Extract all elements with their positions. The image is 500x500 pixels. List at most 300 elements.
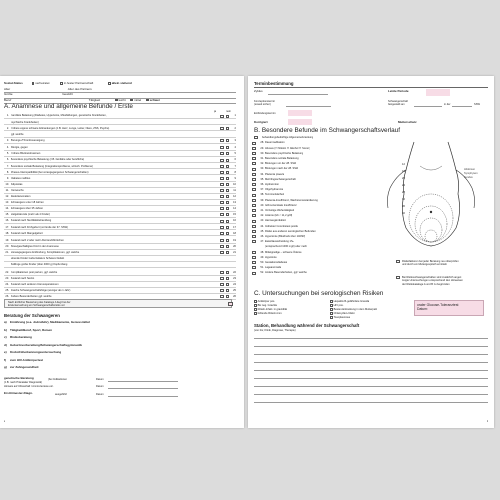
item-checkbox[interactable] (252, 209, 256, 212)
section-b-item (252, 209, 294, 213)
item-number: 4. (6, 146, 9, 150)
item-text: ggf. welche (10, 132, 24, 136)
item-text: Oligohydramnie (265, 188, 284, 192)
item-rule (4, 261, 236, 262)
item-checkbox[interactable] (252, 142, 256, 145)
section-b-item (252, 229, 316, 233)
item-text: Isthmozervikale Insuffizienz (265, 203, 297, 207)
week-label: 36 (402, 205, 405, 208)
item-number: 46. (260, 235, 264, 239)
item-checkbox[interactable] (252, 240, 256, 243)
item-text: Zwillinge große Kinder (über 4000 g) Kopfumfang (10, 263, 68, 267)
beratung-text: Geburtsvorbereitung/Schwangerschaftsgymnastik (10, 343, 83, 347)
item-index: 20 (233, 245, 236, 249)
option-label: leicht (118, 98, 126, 102)
item-checkbox[interactable] (252, 214, 256, 217)
item-rule (4, 124, 236, 125)
item-number: 3. (6, 138, 9, 142)
ja-checkbox[interactable] (220, 183, 224, 186)
item-number: 2. (6, 126, 9, 130)
beratung-item (4, 329, 52, 333)
week-label: 32 (402, 198, 405, 201)
item-number: 15. (5, 213, 9, 217)
item-rule (4, 255, 236, 256)
item-text: psychische Krankheiten) (10, 120, 39, 124)
section-b-item (252, 224, 298, 228)
alter-label: Alter (4, 87, 11, 91)
item-index: 9 (234, 176, 236, 180)
ja-checkbox[interactable] (220, 289, 224, 292)
item-text: Rasche Schwangerschaftsfolge (weniger als 1 Jahr) (10, 289, 71, 293)
glucose-test-box[interactable] (414, 300, 484, 316)
section-b-item (252, 193, 284, 197)
konzeption-note: (soweit sicher) (254, 103, 271, 107)
section-b-item (252, 261, 287, 265)
social-status-label: Sozial-Status (4, 82, 23, 86)
ja-checkbox[interactable] (220, 159, 224, 162)
station-line (254, 402, 488, 403)
item-text: Hydramnion (265, 183, 279, 187)
entbindung-label: Entbindungstermin (254, 112, 276, 115)
taetigkeit-label: Tätigkeit (88, 98, 101, 102)
item-text: Kleinwuchs (10, 188, 24, 192)
datum-line (108, 381, 178, 382)
woche-label: in der (444, 103, 451, 107)
serology-item (330, 316, 350, 319)
serology-item (330, 312, 355, 315)
erst-note: ausgeführt (55, 392, 68, 396)
item-checkbox[interactable] (252, 183, 256, 186)
item-text: Komplikationen post partum, ggf. welche (10, 270, 58, 274)
option-label: allein stehend (111, 82, 132, 86)
konzeption-line (286, 106, 331, 107)
item-number: 37. (260, 188, 264, 192)
fundus-height-diagram (376, 136, 486, 254)
page-number: 2 (4, 420, 6, 423)
item-text: Harnwegsinfektion (265, 219, 287, 223)
item-text: Besondere soziale Belastung (Integrationsprobleme, wirtsch. Probleme) (10, 164, 93, 168)
beratung-item (4, 344, 82, 348)
option-checkbox[interactable] (146, 99, 149, 102)
beratung-letter: c) (4, 336, 7, 339)
side-note-checkbox[interactable] (396, 260, 400, 263)
section-b-item (252, 240, 294, 244)
beruf-label: Beruf (4, 98, 12, 102)
ja-checkbox[interactable] (220, 226, 224, 229)
ja-checkbox[interactable] (220, 177, 224, 180)
section-b-item (252, 203, 297, 207)
item-index: 2 (234, 126, 236, 130)
item-number: 44. (260, 224, 264, 228)
konzeption-label: Konzeptionstermin (254, 100, 276, 103)
item-index: 6 (234, 158, 236, 162)
item-text: Zustand nach Sectio (10, 276, 35, 280)
item-index: 17 (233, 225, 236, 229)
section-b-item (252, 245, 307, 249)
item-text: Schwangere über 35 Jahren (10, 207, 44, 211)
serology-checkbox[interactable] (254, 300, 257, 303)
station-line (254, 370, 488, 371)
option-checkbox[interactable] (32, 82, 35, 85)
beratung-letter: g) (4, 366, 7, 369)
side-note1a: Risikofaktoren bei jeder Beratung neu überprüfen (402, 259, 459, 263)
item-checkbox[interactable] (252, 147, 256, 150)
item-number: 1. (6, 114, 9, 118)
beratung-item (4, 321, 90, 325)
serology-item (330, 304, 344, 307)
option-checkbox[interactable] (60, 82, 63, 85)
week-label: 16 (402, 170, 405, 173)
side-note2b: zeigte Untersuchungen entsprechend den Hinweisen (402, 279, 463, 282)
item-index: 5 (234, 152, 236, 156)
section-b-item (252, 172, 284, 176)
section-b-item (252, 198, 318, 202)
item-rule (4, 156, 236, 157)
item-index: 15 (233, 213, 236, 217)
item-checkbox[interactable] (252, 225, 256, 228)
item-text: lebende Kinder Geburtsdatum Schwere Defekt (10, 257, 65, 261)
item-index: 16 (233, 219, 236, 223)
letzte-periode-field[interactable] (426, 89, 450, 96)
item-checkbox[interactable] (252, 204, 256, 207)
item-text: (entsprechend 1000 mg/l) oder mehr (265, 245, 308, 249)
station-line (254, 386, 488, 387)
week-label: 40 (402, 212, 405, 215)
option-checkbox[interactable] (115, 99, 118, 102)
beratung-text: zur Zahngesundheit (10, 366, 39, 369)
beratung-letter: d) (4, 343, 7, 347)
item-27-checkbox[interactable] (254, 136, 258, 139)
item-text: Vorausgegangene Entbindung, Komplikationen, ggf. welche (10, 251, 80, 255)
item-index: 1 (234, 114, 236, 118)
beratung-text: Risikoberatung (10, 336, 32, 339)
serology-checkbox[interactable] (254, 304, 257, 307)
fundus-label: Fundus (464, 176, 473, 179)
item-number: 23. (5, 276, 9, 280)
item-rule (4, 223, 236, 224)
item-index: 21 (233, 251, 236, 255)
item-number: 49. (260, 255, 264, 259)
item-text: Frühere Bluttransfusionen (10, 152, 41, 156)
left-page (0, 76, 244, 428)
item-text: Schwangere unter 18 Jahren (10, 201, 44, 205)
serology-item (254, 304, 277, 307)
side-note2a: Bei Risikoschwangerschaften sind zusätzlich angez. (402, 275, 462, 279)
serology-text: Toxoplasmose (333, 316, 351, 319)
item-rule (4, 181, 236, 182)
risk-note-box (4, 299, 232, 308)
item-number: 26. (5, 295, 9, 299)
rule (4, 92, 236, 93)
item-checkbox[interactable] (252, 162, 256, 165)
entbindung-field[interactable] (288, 110, 312, 116)
option-label: schwer (149, 98, 160, 102)
risk-note-line1: Nach ärztlicher Bewertung des Katalogs A liegt bei der (8, 300, 71, 304)
item-checkbox[interactable] (252, 188, 256, 191)
serology-checkbox[interactable] (330, 308, 333, 311)
week-label: 24 (402, 184, 405, 187)
datum-label: Datum (96, 384, 104, 388)
ja-checkbox[interactable] (220, 295, 224, 298)
side-note-checkbox[interactable] (396, 276, 400, 279)
item-rule (4, 162, 236, 163)
item-index: 12 (233, 195, 236, 199)
item-text: Besondere psychische Belastung (z.B. familiäre oder berufliche) (10, 158, 85, 162)
genetic-label: genetische Beratung (4, 377, 34, 380)
item-text: Dauermedikation (265, 141, 285, 145)
item-number: 33. (260, 167, 264, 171)
ja-checkbox[interactable] (220, 239, 224, 242)
item-index: 19 (233, 239, 236, 243)
beratung-title: Beratung der Schwangeren (4, 313, 60, 318)
ja-checkbox[interactable] (220, 115, 224, 118)
item-number: 48. (260, 250, 264, 254)
section-c-title: C. Untersuchungen bei serologischen Risiken (254, 290, 384, 297)
serology-item (330, 308, 377, 311)
item-text: Allergie, gegen (10, 146, 28, 150)
station-line (254, 362, 488, 363)
size-row (4, 93, 73, 97)
item-text: Rhesus-Inkompatibilität (bei vorangegangenen Schwangerschaften) (10, 170, 89, 174)
col-ja-label: ja (214, 110, 217, 113)
item-rule (4, 287, 236, 288)
serology-checkbox[interactable] (330, 304, 333, 307)
letzte-periode-label: Letzte Periode (388, 90, 409, 93)
item-checkbox[interactable] (252, 168, 256, 171)
item-checkbox[interactable] (252, 251, 256, 254)
item-checkbox[interactable] (252, 220, 256, 223)
item-number: 34. (260, 172, 264, 176)
item-text: Eiweißausscheidung 1‰ (265, 240, 294, 244)
item-index: 10 (233, 182, 236, 186)
schwanger-label: Schwangerschaft (388, 100, 408, 103)
rule (4, 98, 236, 99)
item-text: Vorzeitige Wehentätigkeit (265, 209, 295, 213)
beratung-letter: e) (4, 351, 7, 354)
beruf-row (4, 99, 160, 103)
item-rule (4, 150, 236, 151)
item-number: 16. (5, 219, 9, 223)
serology-text: BH neg. Gravida (257, 304, 277, 307)
item-number: 50. (260, 261, 264, 265)
section-b-item (252, 235, 305, 239)
section-b-item (252, 255, 277, 259)
item-number: 38. (260, 193, 264, 197)
item-index: 26 (233, 295, 236, 299)
beratung-item (4, 359, 43, 363)
item-text: Besondere soziale Belastung (265, 157, 299, 161)
genetic-note2: (z.B. nach Pränataler Diagnostik) (4, 381, 43, 384)
item-rule (4, 118, 236, 119)
item-number: 51. (260, 266, 264, 270)
ja-checkbox[interactable] (220, 207, 224, 210)
option-checkbox[interactable] (130, 99, 133, 102)
item-rule (4, 174, 236, 175)
item-rule (4, 249, 236, 250)
item-rule (4, 235, 236, 236)
item-text: Familiäre Belastung (Diabetes, Hypertonie, Missbildungen, genetische Krankheiten, (10, 114, 107, 118)
ja-checkbox[interactable] (220, 171, 224, 174)
item-index: 25 (233, 289, 236, 293)
beratung-text: zum HIV-Antikörpertest (10, 358, 44, 362)
serology-text: HIV pos. (333, 304, 344, 307)
item-rule (4, 143, 236, 144)
item-number: 11. (5, 188, 9, 192)
beratung-text: Tätigkeit/Beruf, Sport, Reisen (10, 328, 53, 332)
section-b-item (252, 162, 296, 166)
item-rule (4, 293, 236, 294)
item-checkbox[interactable] (252, 173, 256, 176)
ja-checkbox[interactable] (220, 165, 224, 168)
item-index: 14 (233, 207, 236, 211)
alter-row (4, 88, 92, 92)
ja-checkbox[interactable] (220, 271, 224, 274)
section-b-item (252, 188, 283, 192)
item-text: Zustand nach 2 oder mehr Aborten/Abbrüchen (10, 239, 64, 243)
ja-checkbox[interactable] (220, 189, 224, 192)
section-b-title: B. Besondere Befunde im Schwangerschaftsverlauf (254, 127, 401, 134)
datum-line (108, 388, 178, 389)
glucose-line1: oraler Glucose-Toleranztest (417, 302, 459, 307)
item-text: Hypotonie (265, 255, 277, 259)
item-checkbox[interactable] (252, 230, 256, 233)
section-b-item (252, 214, 292, 218)
item-number: 35. (260, 177, 264, 181)
risk-checkbox[interactable] (228, 302, 233, 306)
section-b-item (252, 141, 285, 145)
item-number: 21. (5, 251, 9, 255)
serology-checkbox[interactable] (330, 300, 333, 303)
item-number: 45. (260, 229, 264, 233)
ja-checkbox[interactable] (220, 152, 224, 155)
item-number: 52. (260, 271, 264, 275)
section-b-item (252, 183, 279, 187)
serology-text: Röteln-Infekt. in gravidität (257, 308, 288, 311)
serology-text: fehlende Röteln-Imm. (257, 312, 283, 315)
item-index: 7 (234, 164, 236, 168)
item-text: Besondere psychische Belastung (265, 151, 304, 155)
social-status-row (4, 82, 240, 86)
item-number: 6. (6, 158, 9, 162)
ja-checkbox[interactable] (220, 251, 224, 254)
ja-checkbox[interactable] (220, 139, 224, 142)
ja-checkbox[interactable] (220, 245, 224, 248)
station-title: Station, Behandlung während der Schwangerschaft (254, 323, 360, 328)
item-checkbox[interactable] (252, 256, 256, 259)
item-text: Totes/geschädigtes Kind in der Anamnese (10, 245, 59, 249)
item-number: 36. (260, 183, 264, 187)
item-checkbox[interactable] (252, 194, 256, 197)
item-text: Anämie (Hb < 11,2 g/dl) (265, 214, 293, 218)
rule (254, 87, 488, 88)
item-checkbox[interactable] (252, 157, 256, 160)
item-number: 28. (260, 141, 264, 145)
item-number: 41. (260, 209, 264, 213)
serology-checkbox[interactable] (254, 308, 257, 311)
ja-checkbox[interactable] (220, 201, 224, 204)
ja-checkbox[interactable] (220, 213, 224, 216)
item-text: Indirekter Coombstest positiv (265, 224, 299, 228)
station-line (254, 394, 488, 395)
beratung-item (4, 366, 39, 370)
ja-checkbox[interactable] (220, 220, 224, 223)
col-nein-label: nein (226, 110, 231, 113)
item-text: Diabetes mellitus (10, 176, 31, 180)
item-rule (4, 275, 236, 276)
item-rule (4, 168, 236, 169)
item-text: Blutungen vor der 28. SSW (265, 162, 297, 166)
datum-label: Datum (96, 377, 104, 381)
item-index: 11 (233, 188, 236, 192)
mutterschutz-label: Mutterschutz (398, 120, 417, 124)
item-text: Zustand nach Frühgeburt (vor Ende der 37. SSW) (10, 225, 68, 229)
ja-checkbox[interactable] (220, 232, 224, 235)
item-index: 22 (233, 270, 236, 274)
item-rule (4, 205, 236, 206)
ja-checkbox[interactable] (220, 127, 224, 130)
item-text: Mehrlingsschwangerschaft (265, 177, 296, 181)
item-text: Placenta-Insuffizienz, Wachstumsretardierung (265, 198, 318, 202)
option-label: verheiratet (35, 82, 50, 86)
right-page (248, 76, 494, 428)
item-text: Abusus (☐ Nikotin ☐ Alkohol ☐ Sonst.) (265, 146, 311, 150)
ja-checkbox[interactable] (220, 283, 224, 286)
korrigiert-field[interactable] (288, 119, 312, 125)
schwanger-note: festgestellt am (388, 103, 405, 107)
serology-checkbox[interactable] (254, 312, 257, 315)
ja-checkbox[interactable] (220, 277, 224, 280)
item-number: 32. (260, 162, 264, 166)
serology-text: Chlamydien-Infekt (333, 312, 355, 315)
item-rule (4, 243, 236, 244)
ja-checkbox[interactable] (220, 195, 224, 198)
item-text: Andere Besonderheiten ggf. welche (10, 295, 52, 299)
ja-checkbox[interactable] (220, 146, 224, 149)
item-checkbox[interactable] (252, 235, 256, 238)
item-number: 8. (6, 170, 9, 174)
week-label: 12 (402, 163, 405, 166)
item-checkbox[interactable] (252, 261, 256, 264)
section-b-item (252, 177, 296, 181)
item-number: 5. (6, 152, 9, 156)
zyklus-label: Zyklus (254, 90, 263, 93)
serology-text: Besten-Erkrankung in dem Mutterpaß (333, 308, 377, 311)
item-index: 18 (233, 231, 236, 235)
station-line (254, 346, 488, 347)
item-rule (4, 217, 236, 218)
item-rule (4, 137, 236, 138)
option-checkbox[interactable] (108, 82, 111, 85)
beratung-item (4, 336, 32, 340)
serology-checkbox[interactable] (330, 316, 333, 319)
item-checkbox[interactable] (252, 266, 256, 269)
item-checkbox[interactable] (252, 152, 256, 155)
item-text: Blutungs-/Thromboseneigung (10, 138, 45, 142)
item-checkbox[interactable] (252, 199, 256, 202)
item-rule (4, 267, 236, 268)
item-number: 7. (6, 164, 9, 168)
beratung-letter: a) (4, 321, 7, 324)
item-checkbox[interactable] (252, 178, 256, 181)
item-text: Gestationsdiabetes (265, 261, 288, 265)
fundus-label: Abdomen (464, 168, 476, 171)
item-text: Terminunklarheit (265, 193, 285, 197)
item-number: 42. (260, 214, 264, 218)
beratung-item (4, 351, 61, 355)
serology-item (254, 308, 287, 311)
item-checkbox[interactable] (252, 272, 256, 275)
serology-checkbox[interactable] (330, 312, 333, 315)
